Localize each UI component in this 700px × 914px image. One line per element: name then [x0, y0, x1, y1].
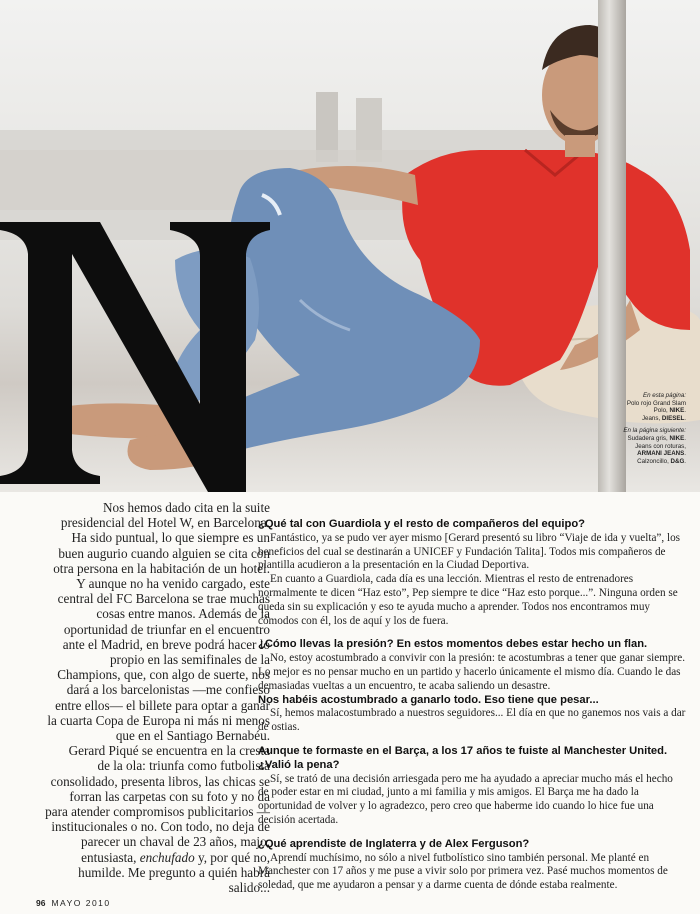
caption-this-page-line2: Polo, NIKE. — [653, 407, 686, 415]
caption-next-page-line4: Calzoncillo, D&G. — [637, 457, 686, 465]
caption-next-page-line1: Sudadera gris, NIKE. — [627, 434, 686, 442]
answer-4: Sí, se trató de una decisión arriesgada pero me ha ayudado a apreciar mucho más el hecho de poder estar en mi ciudad, junto a mi familia y mis amigos. El Barça me ha dado la oportunidad de volver y lo agradezco, pero creo que haberme ido cuando lo hice fue una decisión acertada. — [258, 772, 673, 826]
caption-this-page-line3: Jeans, DIESEL. — [641, 414, 686, 422]
page-number: 96 — [36, 898, 46, 908]
caption-next-page-line2: Jeans con roturas, — [635, 442, 686, 450]
intro-paragraph-1: Nos hemos dado cita en la suite presidencial del Hotel W, en Barcelona. Ha sido puntual, lo que siempre es un buen augurio cuando alguien se cita con otra persona en la habitación de un hotel. Y aunque no ha venido cargado, este central del FC Barcelona se trae muchas cosas entre manos. Además de la oportunidad de triunfar en el encuentro ante el Madrid, en breve podrá hacer lo propio en las semifinales de la Champions, que, con algo de suerte, nos dará a los barcelonistas —me confieso entre ellos— el billete para optar a ganar la cuarta Copa de Europa ni más ni menos que en el Santiago Bernabéu. — [47, 500, 270, 744]
caption-next-page-line3: ARMANI JEANS. — [637, 450, 686, 458]
answer-3: Sí, hemos malacostumbrado a nuestros seguidores... El día en que no ganemos nos vais a dar de ostias. — [258, 707, 686, 734]
page-folio — [36, 898, 111, 908]
interview-column — [258, 518, 686, 893]
intro-column — [44, 500, 270, 895]
dropcap-letter — [0, 214, 280, 492]
answer-5: Aprendí muchísimo, no sólo a nivel futbolístico sino también personal. Me planté en Manchester con 17 años y me puse a vivir solo por primera vez. Pasé muchos momentos de soledad, que me ayudaron a pensar y a darme cuenta de dónde estaba realmente. — [258, 851, 668, 892]
intro-paragraph-2: Gerard Piqué se encuentra en la cresta de la ola: triunfa como futbolista consolidado, presenta libros, las chicas se forran las carpetas con su foto y no da para atender compromisos publicitarios —institucionales o no. Con todo, no deja de parecer un chaval de 23 años, majo, entusiasta, enchufado y, por qué no, humilde. Me pregunto a quién habrá salido... — [45, 743, 270, 896]
issue-date: MAYO 2010 — [51, 898, 111, 908]
caption-this-page-line1: Polo rojo Grand Slam — [626, 399, 686, 407]
question-2: ¿Cómo llevas la presión? En estos momentos debes estar hecho un flan. — [258, 638, 648, 651]
caption-next-page-label: En la página siguiente: — [623, 427, 686, 435]
photo-caption — [576, 392, 686, 465]
answer-1b: En cuanto a Guardiola, cada día es una lección. Mientras el resto de entrenadores normalmente te dicen “Haz esto”, Pep siempre te dice “Haz esto porque...”. Ninguna orden se queda sin su explicación y eso te ayuda mucho a aprender. Todos nos encontramos muy cómodos con él, los de aquí y los de fuera. — [258, 573, 678, 627]
question-5: ¿Qué aprendiste de Inglaterra y de Alex Ferguson? — [258, 837, 530, 850]
question-1: ¿Qué tal con Guardiola y el resto de compañeros del equipo? — [258, 518, 585, 530]
answer-2: No, estoy acostumbrado a convivir con la presión: te acostumbras a tener que ganar siempre. Lo mejor es no pensar mucho en un partido y hacerlo únicamente el mismo día. Cuando le das demasiadas vueltas a un encuentro, te acaba saliendo un desastre. — [258, 652, 686, 692]
caption-this-page-label: En esta página: — [642, 392, 686, 399]
answer-1a: Fantástico, ya se pudo ver ayer mismo [Gerard presentó su libro “Viaje de ida y vuelta”, los beneficios del cual se destinarán a UNICEF y Fundación Talita]. Todos mis compañeros de plantilla acudieron a la presentación en la Ciudad Deportiva. — [258, 531, 681, 572]
question-4: Aunque te formaste en el Barça, a los 17 años te fuiste al Manchester United. ¿Valió la pena? — [258, 744, 668, 771]
question-3: Nos habéis acostumbrado a ganarlo todo. Eso tiene que pesar... — [258, 693, 599, 706]
